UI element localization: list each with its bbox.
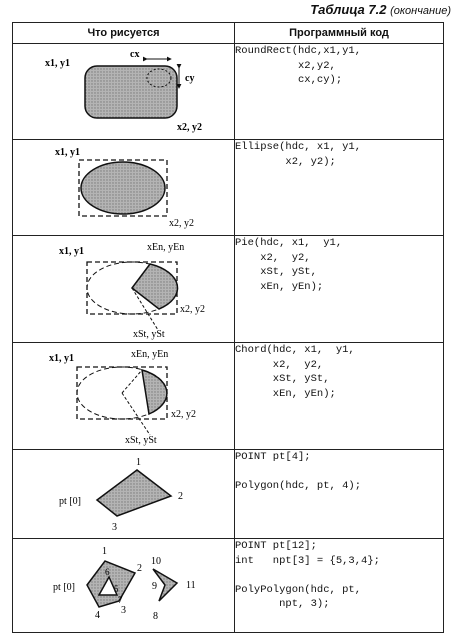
label-pt0: pt [0] <box>53 582 75 593</box>
label-8: 8 <box>153 611 158 622</box>
roundrect-code: RoundRect(hdc,x1,y1, x2,y2, cx,cy); <box>235 44 444 140</box>
chord-code: Chord(hdc, x1, y1, x2, y2, xSt, ySt, xEn, yEn); <box>235 343 444 450</box>
label-2: 2 <box>137 563 142 574</box>
ellipse-figure-cell <box>13 140 235 236</box>
label-cy: cy <box>185 73 195 84</box>
chord-figure-cell <box>13 343 235 450</box>
label-start: xSt, ySt <box>133 329 165 340</box>
roundrect-illustration <box>13 44 235 139</box>
label-end: xEn, yEn <box>147 242 185 253</box>
label-3: 3 <box>112 522 117 533</box>
table-row <box>13 539 444 633</box>
label-pt0: pt [0] <box>59 496 81 507</box>
label-x2y2: x2, y2 <box>180 304 205 315</box>
table-row <box>13 44 444 140</box>
table-row <box>13 236 444 343</box>
label-2: 2 <box>178 491 183 502</box>
label-5: 5 <box>114 584 119 594</box>
label-11: 11 <box>186 580 196 591</box>
label-4: 4 <box>95 610 100 621</box>
label-1: 1 <box>136 457 141 468</box>
label-3: 3 <box>121 605 126 616</box>
label-x1y1: x1, y1 <box>55 147 80 158</box>
label-cx: cx <box>130 49 140 60</box>
gdi-functions-table <box>12 22 444 633</box>
label-x1y1: x1, y1 <box>59 246 84 257</box>
label-x2y2: x2, y2 <box>169 218 194 229</box>
polypolygon-figure-cell <box>13 539 235 633</box>
polygon-illustration <box>13 450 235 538</box>
label-end: xEn, yEn <box>131 349 169 360</box>
pie-sector <box>132 264 178 309</box>
table-row <box>13 140 444 236</box>
roundrect-figure-cell <box>13 44 235 140</box>
polypolygon-illustration <box>13 539 235 632</box>
header-code: Программный код <box>235 23 444 44</box>
chord-illustration <box>13 343 235 449</box>
label-9: 9 <box>152 581 157 592</box>
ellipse-code: Ellipse(hdc, x1, y1, x2, y2); <box>235 140 444 236</box>
table-caption <box>310 2 451 17</box>
label-7: 7 <box>118 595 123 605</box>
chord-segment <box>142 370 167 414</box>
pie-figure-cell <box>13 236 235 343</box>
roundrect-shape <box>85 66 177 118</box>
ellipse-illustration <box>13 140 235 235</box>
polygon-shape <box>97 470 171 516</box>
pie-illustration <box>13 236 235 342</box>
end-ray <box>122 370 142 393</box>
label-x1y1: x1, y1 <box>45 58 70 69</box>
caption-note: (окончание) <box>390 5 451 17</box>
caption-title: Таблица 7.2 <box>310 2 387 17</box>
label-x2y2: x2, y2 <box>177 122 202 133</box>
ellipse-shape <box>81 162 165 214</box>
label-x2y2: x2, y2 <box>171 409 196 420</box>
start-ray <box>122 393 150 435</box>
label-1: 1 <box>102 546 107 557</box>
label-start: xSt, ySt <box>125 435 157 446</box>
polygon-figure-cell <box>13 450 235 539</box>
label-10: 10 <box>151 556 161 567</box>
header-what: Что рисуется <box>13 23 235 44</box>
pie-code: Pie(hdc, x1, y1, x2, y2, xSt, ySt, xEn, yEn); <box>235 236 444 343</box>
table-row <box>13 343 444 450</box>
label-x1y1: x1, y1 <box>49 353 74 364</box>
polypolygon-code: POINT pt[12]; int npt[3] = {5,3,4}; PolyPolygon(hdc, pt, npt, 3); <box>235 539 444 633</box>
label-6: 6 <box>105 567 110 577</box>
polygon-code: POINT pt[4]; Polygon(hdc, pt, 4); <box>235 450 444 539</box>
table-row <box>13 450 444 539</box>
